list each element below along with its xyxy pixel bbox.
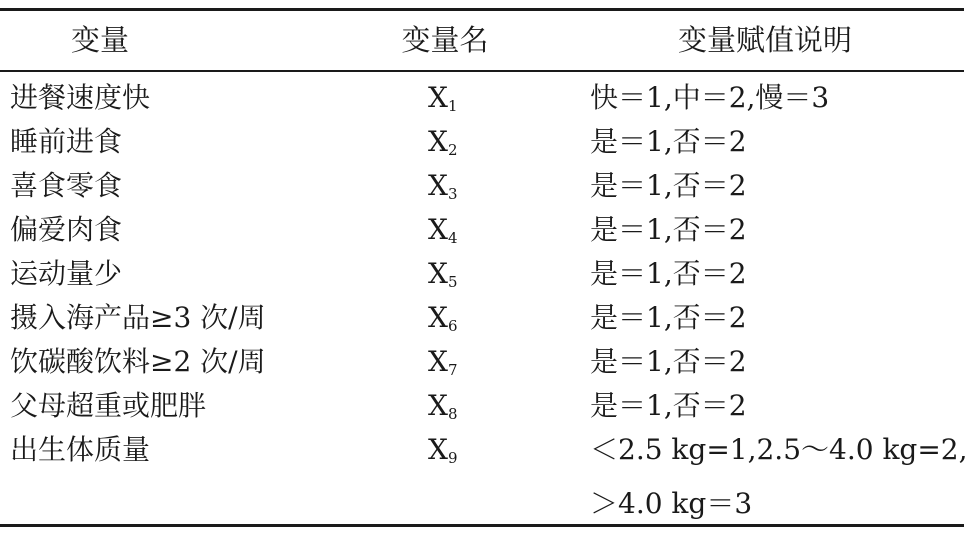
header-variable: 变量 <box>70 23 129 57</box>
cell-variable: 喜食零食 <box>10 169 123 202</box>
variable-name-base: X <box>428 213 448 246</box>
cell-variable-name <box>428 340 468 384</box>
variable-name-base: X <box>428 169 448 202</box>
variable-name-subscript: 3 <box>447 185 458 203</box>
table-row <box>0 384 964 428</box>
variable-name-base: X <box>428 301 448 334</box>
table-row <box>0 340 964 384</box>
table-row <box>0 164 964 208</box>
cell-assignment-description: ＜2.5 kg=1,2.5～4.0 kg=2, <box>590 433 968 466</box>
variable-name-subscript: 5 <box>447 273 458 291</box>
cell-variable-name <box>428 164 468 208</box>
cell-variable: 偏爱肉食 <box>10 213 123 246</box>
cell-assignment-description: 是＝1,否＝2 <box>590 169 747 202</box>
cell-assignment-description-continuation: ＞4.0 kg＝3 <box>590 487 753 520</box>
cell-variable-name <box>428 76 468 120</box>
cell-assignment-description: 是＝1,否＝2 <box>590 257 747 290</box>
cell-assignment-description: 是＝1,否＝2 <box>590 301 747 334</box>
variable-name-base: X <box>428 257 448 290</box>
cell-variable: 运动量少 <box>10 257 123 290</box>
variable-name-subscript: 1 <box>447 97 458 115</box>
cell-variable-name <box>428 120 468 164</box>
cell-variable-name <box>428 428 468 472</box>
variable-name-base: X <box>428 389 448 422</box>
cell-variable-name <box>428 384 468 428</box>
variable-name-base: X <box>428 433 448 466</box>
table-row <box>0 76 964 120</box>
cell-variable: 睡前进食 <box>10 125 123 158</box>
variable-name-subscript: 9 <box>447 449 458 467</box>
cell-assignment-description: 是＝1,否＝2 <box>590 125 747 158</box>
table-row <box>0 208 964 252</box>
cell-variable-name <box>428 208 468 252</box>
cell-variable: 进餐速度快 <box>10 81 151 114</box>
table-row <box>0 428 968 472</box>
table-row <box>0 120 964 164</box>
cell-variable: 摄入海产品≥3 次/周 <box>10 301 266 334</box>
cell-variable: 父母超重或肥胖 <box>10 389 207 422</box>
header-variable-name: 变量名 <box>401 23 489 57</box>
cell-variable-name <box>428 296 468 340</box>
cell-assignment-description: 是＝1,否＝2 <box>590 213 747 246</box>
variable-name-subscript: 6 <box>447 317 458 335</box>
table-header-rule <box>0 70 964 72</box>
variable-name-subscript: 8 <box>447 405 458 423</box>
variable-name-base: X <box>428 125 448 158</box>
table-row <box>0 296 964 340</box>
table-row-continuation <box>0 482 964 526</box>
variable-name-subscript: 2 <box>447 141 458 159</box>
cell-variable: 出生体质量 <box>10 433 151 466</box>
cell-variable: 饮碳酸饮料≥2 次/周 <box>10 345 266 378</box>
variable-name-subscript: 7 <box>447 361 458 379</box>
header-assignment-description: 变量赋值说明 <box>677 23 852 57</box>
cell-assignment-description: 是＝1,否＝2 <box>590 389 747 422</box>
variable-name-subscript: 4 <box>447 229 458 247</box>
cell-assignment-description: 是＝1,否＝2 <box>590 345 747 378</box>
variable-name-base: X <box>428 81 448 114</box>
table-row <box>0 252 964 296</box>
table-header-row <box>0 11 964 70</box>
variable-name-base: X <box>428 345 448 378</box>
table-bottom-rule <box>0 524 964 527</box>
cell-assignment-description: 快＝1,中＝2,慢＝3 <box>590 81 830 114</box>
cell-variable-name <box>428 252 468 296</box>
